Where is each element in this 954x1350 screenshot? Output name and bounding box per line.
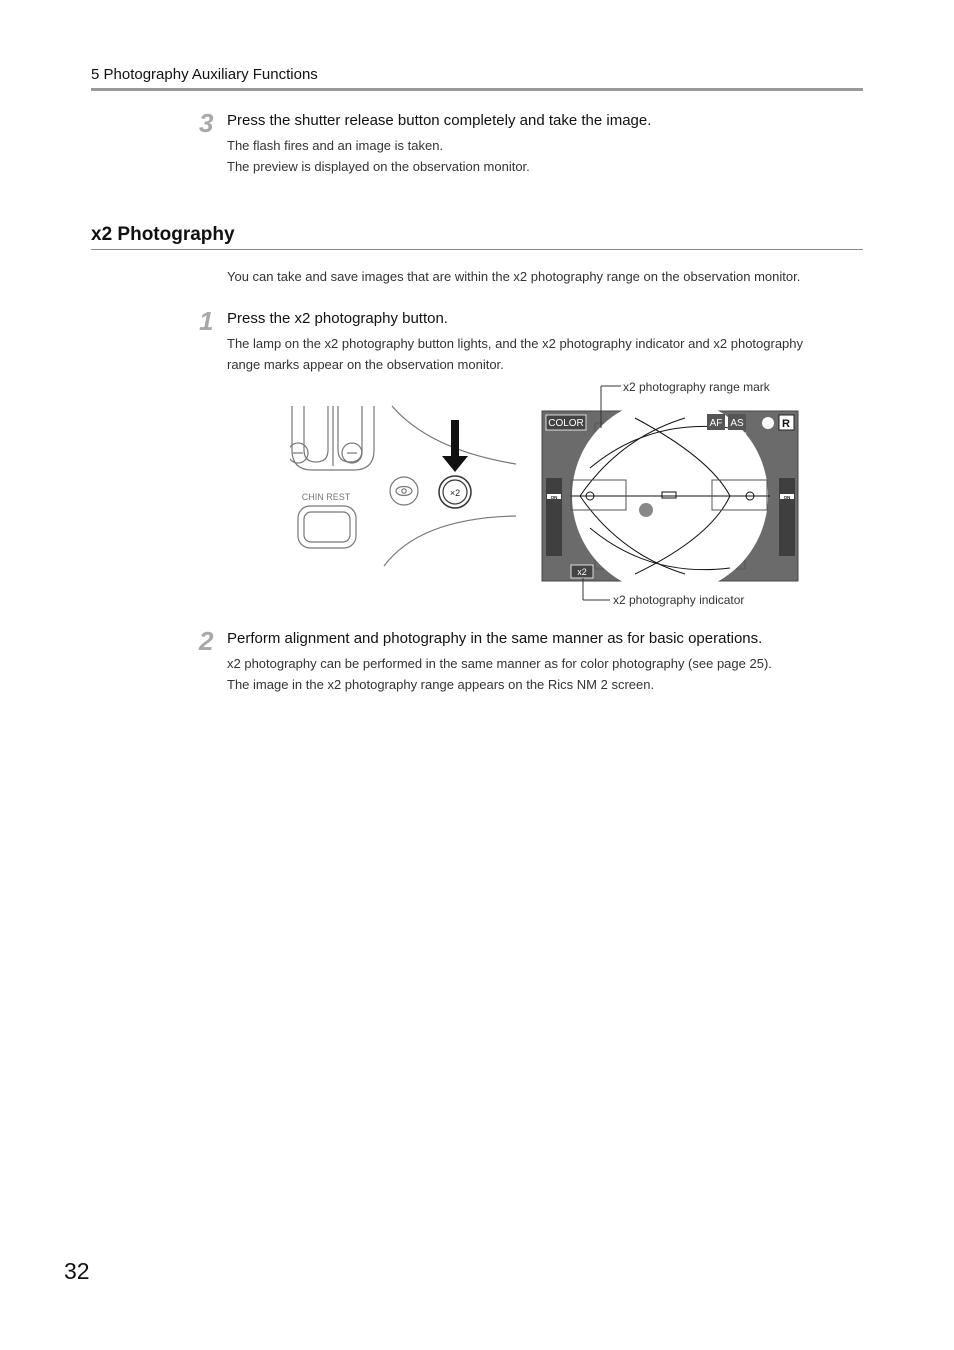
step-2-line-2: The image in the x2 photography range appears on the Rics NM 2 screen. xyxy=(227,677,655,692)
header-title: 5 Photography Auxiliary Functions xyxy=(91,66,318,83)
step-3-line-2: The preview is displayed on the observation monitor. xyxy=(227,159,530,174)
step-1-title: Press the x2 photography button. xyxy=(227,310,448,327)
step-3-number: 3 xyxy=(199,108,214,138)
step-3-title: Press the shutter release button completely and take the image. xyxy=(227,112,652,129)
step-3-line-1: The flash fires and an image is taken. xyxy=(227,138,444,153)
step-2-number: 2 xyxy=(199,626,214,656)
x2-photography-figure xyxy=(290,378,810,618)
callout-range-mark: x2 photography range mark xyxy=(623,380,770,394)
right-on-label: ON xyxy=(783,495,791,500)
step-1-number: 1 xyxy=(199,306,214,336)
figure-illustration xyxy=(290,378,810,613)
step-1-line-1: The lamp on the x2 photography button lights, and the x2 photography indicator and x2 photography xyxy=(227,336,804,351)
as-label: AS xyxy=(730,418,744,429)
x2-button-label: ×2 xyxy=(449,488,461,498)
left-on-label: ON xyxy=(550,495,558,500)
running-header xyxy=(91,64,863,91)
step-1-line-2: range marks appear on the observation monitor. xyxy=(227,357,504,372)
af-label: AF xyxy=(709,418,723,429)
callout-indicator: x2 photography indicator xyxy=(613,593,745,607)
x2-indicator-label: x2 xyxy=(577,567,587,577)
right-eye-label: R xyxy=(782,418,790,430)
chin-rest-label: CHIN REST xyxy=(301,492,351,502)
step-2-line-1: x2 photography can be performed in the same manner as for color photography (see page 25). xyxy=(227,656,772,671)
section-divider xyxy=(91,249,863,250)
section-title: x2 Photography xyxy=(91,224,235,245)
control-panel-illustration xyxy=(290,406,516,566)
step-2-title: Perform alignment and photography in the same manner as for basic operations. xyxy=(227,630,763,647)
press-arrow-icon xyxy=(442,420,468,472)
monitor-mode-label: COLOR xyxy=(548,418,584,429)
section-intro: You can take and save images that are within the x2 photography range on the observation monitor. xyxy=(227,269,801,284)
page-number: 32 xyxy=(64,1258,90,1284)
